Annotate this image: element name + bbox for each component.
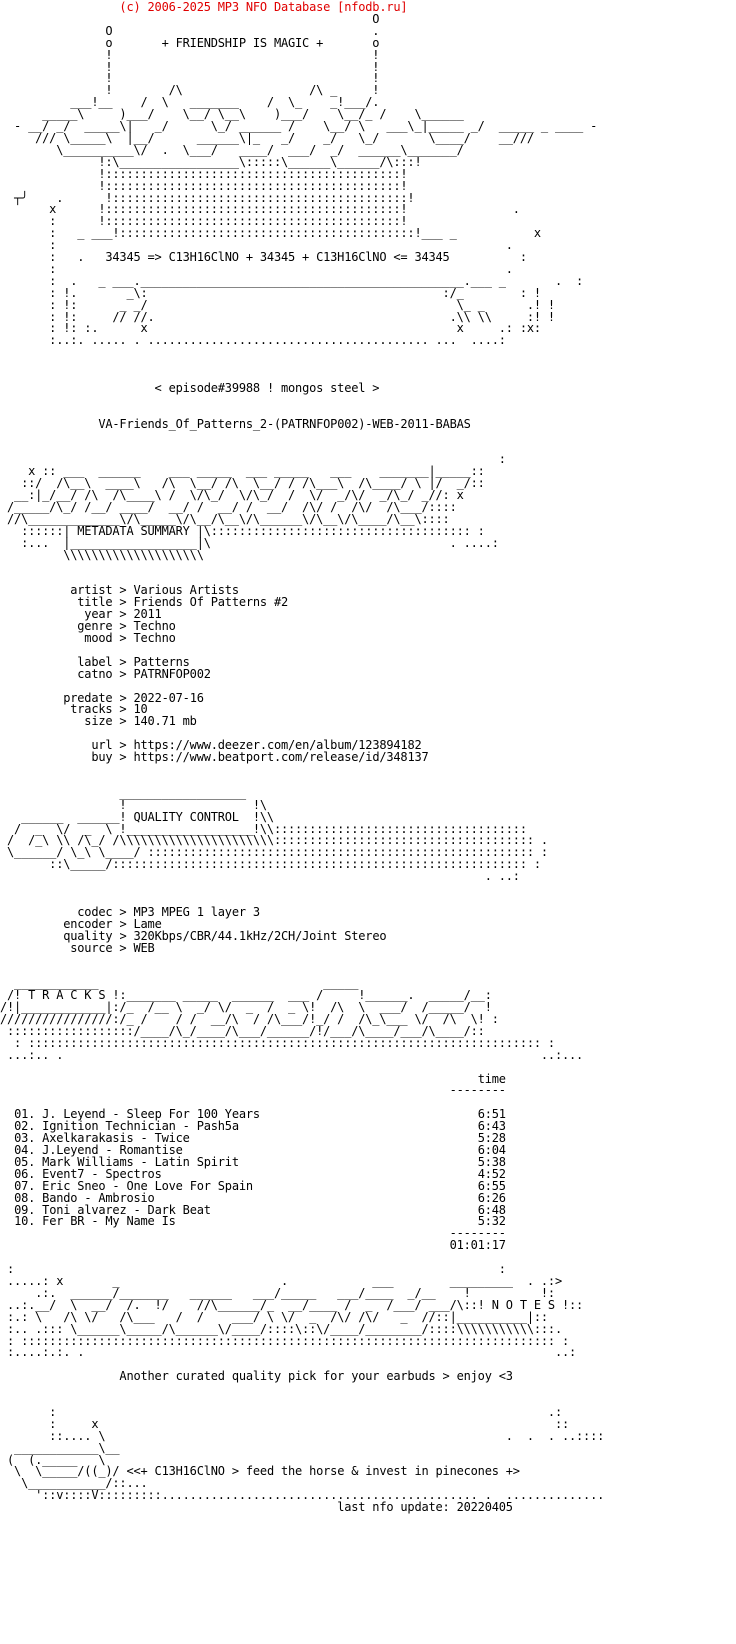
track-time: 6:55 [477, 1178, 506, 1193]
metadata-value: Techno [133, 619, 176, 634]
quality-key: codec [77, 904, 113, 919]
track-time: 6:51 [477, 1107, 506, 1122]
metadata-summary-banner: : x :: ___ ______ ___ _____ ___ _____ ___ _______|_____:: ::/ /\__\ ____\ /\ \__/ /\ \__/ / /\___\ /\____/ \ |/ _/:: __:|_/__/ /\ /\____\ / \/\_/ \/\_/ / \/ _/\/ _/\_/ _//: x /_____/\_/ /__/ ____/ __/ / __/ / __/ /\/ / /\/ /\___/:::: //\_____________\/\_____\/\__/\__\/\______\/\__\/\____/\__\:::: ::::::| METADATA SUMMARY |\::::::::::::::::::::::::::::::::::::: : :... |__________________|\ . ....: \\\\\\\\\\\\\\\\\\\\ [7, 452, 506, 562]
tracklist-time-header: time [477, 1071, 506, 1086]
metadata-key: year [84, 607, 113, 622]
metadata-row-mood: mood > Techno [84, 631, 176, 646]
metadata-key: label [77, 654, 113, 669]
metadata-value: Techno [133, 631, 176, 646]
footer-promo: <<+ C13H16ClNO > feed the horse & invest in pinecones +> [126, 1464, 520, 1479]
track-time: 5:28 [477, 1131, 506, 1146]
quality-key: encoder [63, 916, 113, 931]
track-time: 6:43 [477, 1119, 506, 1134]
metadata-key: genre [77, 619, 113, 634]
track-title: Axelkarakasis - Twice [42, 1131, 190, 1146]
metadata-value: Various Artists [133, 583, 239, 598]
metadata-key: tracks [70, 702, 113, 717]
metadata-value: https://www.beatport.com/release/id/348137 [133, 750, 429, 765]
track-title: Toni alvarez - Dark Beat [42, 1202, 211, 1217]
track-title: J.Leyend - Romantise [42, 1143, 183, 1157]
metadata-value: 2022-07-16 [133, 690, 204, 705]
metadata-value: Friends Of Patterns #2 [133, 595, 289, 610]
track-title: Fer BR - My Name Is [42, 1214, 176, 1229]
quality-value: MP3 MPEG 1 layer 3 [133, 904, 260, 919]
metadata-key: predate [63, 690, 113, 705]
track-time: 6:26 [477, 1190, 506, 1205]
nfo-database-header: (c) 2006-2025 MP3 NFO Database [nfodb.ru] [119, 0, 408, 14]
track-number: 07. [14, 1178, 36, 1193]
metadata-key: artist [70, 583, 113, 598]
track-title: J. Leyend - Sleep For 100 Years [42, 1107, 260, 1122]
track-title: Ignition Technician - Pash5a [42, 1119, 239, 1134]
last-update: last nfo update: 20220405 [337, 1500, 513, 1515]
track-number: 01. [14, 1107, 36, 1122]
quality-value: WEB [133, 940, 155, 955]
track-number: 10. [14, 1214, 36, 1229]
metadata-value: Patterns [133, 654, 190, 669]
quality-control-banner: __________________ ! !\ ______ ______! QUALITY CONTROL !\\ / _ \/ _ \ !__________________!\\:::::::::::::::::::::::::::::::::::: / /_\ \\ /\_/ /\\\\\\\\\\\\\\\\\\\\\\::::::::::::::::::::::::::::::::::::: . \______/ \_\ \____/ ::::::::::::::::::::::::::::::::::::::::::::::::::::::: : ::\_____/::::::::::::::::::::::::::::::::::::::::::::::::::::::::::: : . ..: [7, 785, 548, 884]
release-name: VA-Friends_Of_Patterns_2-(PATRNFOP002)-WEB-2011-BABAS [98, 416, 471, 431]
notes-banner: : : .....: x _ . ___ _________ . .:> .:. ______/_______ ______ ___/_____ ___/____ _/__ ! !: ..:.__/ \ __/ /. !/ //\______/_ __/____ / _ /___/ ___/\::! N O T E S !:: :.: \ /\ \/ /\___ / / ___/ \ \/ _ /\/ /\/ _ //::|__________|:: :.. .::: \______\_____/\______\/____/::::\::\/____/________/::::\\\\\\\\\\\:::. : :::::::::::::::::::::::::::::::::::::::::::::::::::::::::::::::::::::::::::: : :....:.:. . ..: [7, 1262, 584, 1360]
metadata-value: PATRNFOP002 [133, 666, 211, 681]
quality-value: 320Kbps/CBR/44.1kHz/2CH/Joint Stereo [133, 928, 387, 943]
metadata-key: size [84, 714, 113, 729]
track-number: 09. [14, 1202, 36, 1217]
metadata-key: url [91, 738, 113, 753]
nfo-text-block: (c) 2006-2025 MP3 NFO Database [nfodb.ru] O O . o + FRIENDSHIP IS MAGIC + o ! ! ! ! ! ! ! /\ /\ _ ! ___!__ / \ _______ / \_ _!___/. _____\ )___/ \__/ \__\ )___/ \__/_ / \______ - __/ _/ _____\| _/ \_/ ______ / \__/ \ ___\_|_____ _/ _____ _ ____ - /// \_____\ |__/ ______\|_ _/ _/ \_/ \____/ __/// \__________\/ . \___/ ____/ ___/ _/ ______\_______/ !:\_________________\:::::\______\______/\:::! !::::::::::::::::::::::::::::::::::::::::::! !::::::::::::::::::::::::::::::::::::::::::! ┬╯ . !::::::::::::::::::::::::::::::::::::::::::! x !::::::::::::::::::::::::::::::::::::::::::! . : !::::::::::::::::::::::::::::::::::::::::::! : _ ___!::::::::::::::::::::::::::::::::::::::::::!___ _ x : . : . 34345 => C13H16ClNO + 34345 + C13H16ClNO <= 34345 : : . : . _ ___.______________________________________________.___ _ . : : !. _\: :/_ : ! : !: _ _/ \_ _ .! ! : !: // //. .\\ \\ :! ! : !: :. x x .: :x: :..:. ..... . ........................................ ... ....: < episode#39988 ! mongos steel > VA-Friends_Of_Patterns_2-(PATRNFOP002)-WEB-2011-BABAS : x :: ___ ______ ___ _____ ___ _____ ___ _______|_____:: ::/ /\__\ ____\ /\ \__/ /\ \__/ / /\___\ /\____/ \ |/ _/:: __:|_/__/ /\ /\____\ / \/\_/ \/\_/ / \/ _/\/ _/\_/ _//: x /_____/\_/ /__/ ____/ __/ / __/ / __/ /\/ / /\/ /\___/:::: //\_____________\/\_____\/\__/\__\/\______\/\__\/\____/\__\:::: ::::::| METADATA SUMMARY |\::::::::::::::::::::::::::::::::::::: : :... |__________________|\ . ....: \\\\\\\\\\\\\\\\\\\\ artist > Various Artists title > Friends Of Patterns #2 year > 2011 genre > Techno mood > Techno label > Patterns catno > PATRNFOP002 predate > 2022-07-16 tracks > 10 size > 140.71 mb url > https://www.deezer.com/en/album/123894182 buy > https://www.beatport.com/release/id/348137 __________________ ! !\ ______ ______! QUALITY CONTROL !\\ / _ \/ _ \ !__________________!\\:::::::::::::::::::::::::::::::::::: / /_\ \\ /\_/ /\\\\\\\\\\\\\\\\\\\\\\::::::::::::::::::::::::::::::::::::: . \______/ \_\ \____/ ::::::::::::::::::::::::::::::::::::::::::::::::::::::: : ::\_____/::::::::::::::::::::::::::::::::::::::::::::::::::::::::::: : . ..: codec > MP3 MPEG 1 layer 3 encoder > Lame quality > 320Kbps/CBR/44.1kHz/2CH/Joint Stereo source > WEB ____________ _____ /! T R A C K S !:_______ _____ ______ ___ / !______. _____/__: /!|____________|:/_ /__ \ _/ \/ _ / _ \! /\ \ ___/ /_____/ ! ////////////////:/_ / / / __/\ / /\___/!_/ / /\_\___ \/ /\ \! : ::::::::::::::::::/____/\_/____/\___/______/!/___/\____/___/\____/:: : ::::::::::::::::::::::::::::::::::::::::::::::::::::::::::::::::::::::::: : ...:.. . ..:... time -------- 01. J. Leyend - Sleep For 100 Years 6:51 02. Ignition Technician - Pash5a 6:43 03. Axelkarakasis - Twice 5:28 04. J.Leyend - Romantise 6:04 05. Mark Williams - Latin Spirit 5:38 06. Event7 - Spectros 4:52 07. Eric Sneo - One Love For Spain 6:55 08. Bando - Ambrosio 6:26 09. Toni alvarez - Dark Beat 6:48 10. Fer BR - My Name Is 5:32 -------- 01:01:17 : : .....: x _ . ___ _________ . .:> .:. ______/_______ ______ ___/_____ ___/____ _/__ ! !: ..:.__/ \ __/ /. !/ //\______/_ __/____ / _ /___/ ___/\::! N O T E S !:: :.: \ /\ \/ /\___ / / ___/ \ \/ _ /\/ /\/ _ //::|__________|:: :.. .::: \______\_____/\______\/____/::::\::\/____/________/::::\\\\\\\\\\\:::. : :::::::::::::::::::::::::::::::::::::::::::::::::::::::::::::::::::::::::::: : :....:.:. . ..: Another curated quality pick for your earbuds > enjoy <3 : .: : x :: ::.... \ . . . ..:::: ____________\__ ( (._____ \ \ \_____/((_)/ <<+ C13H16ClNO > feed the horse & invest in pinecones +> \___________/::... '::v::::V:::::::::............................................. . .............. last nfo update: 20220405 [0, 0, 605, 1515]
metadata-value: 140.71 mb [133, 714, 197, 729]
metadata-key: mood [84, 631, 113, 646]
quality-row-codec: codec > MP3 MPEG 1 layer 3 [77, 904, 260, 919]
track-title: Event7 - Spectros [42, 1166, 162, 1181]
track-time: 5:38 [477, 1154, 506, 1169]
track-number: 08. [14, 1190, 36, 1205]
metadata-key: buy [91, 750, 113, 765]
metadata-row-artist: artist > Various Artists [70, 583, 239, 598]
episode-line: < episode#39988 ! mongos steel > [154, 381, 380, 395]
metadata-row-buy: buy > https://www.beatport.com/release/id/348137 [91, 750, 429, 765]
metadata-row-size: size > 140.71 mb [84, 714, 197, 729]
track-time: 6:04 [477, 1143, 506, 1157]
tracklist-total-time: 01:01:17 [449, 1238, 506, 1253]
quality-row-quality: quality > 320Kbps/CBR/44.1kHz/2CH/Joint Stereo [63, 928, 387, 943]
track-number: 03. [14, 1131, 36, 1146]
quality-value: Lame [133, 916, 162, 931]
track-number: 05. [14, 1154, 36, 1169]
track-title: Bando - Ambrosio [42, 1190, 155, 1205]
metadata-row-title: title > Friends Of Patterns #2 [77, 595, 289, 610]
track-title: Eric Sneo - One Love For Spain [42, 1178, 253, 1193]
metadata-row-url: url > https://www.deezer.com/en/album/123894182 [91, 738, 422, 753]
metadata-row-genre: genre > Techno [77, 619, 176, 634]
quality-key: quality [63, 928, 113, 943]
notes-text: Another curated quality pick for your earbuds > enjoy <3 [119, 1369, 513, 1384]
quality-row-encoder: encoder > Lame [63, 916, 162, 931]
track-number: 06. [14, 1166, 36, 1181]
tracks-banner: ____________ _____ /! T R A C K S !:_______ _____ ______ ___ / !______. _____/__: /!|____________|:/_ /__ \ _/ \/ _ / _ \! /\ \ ___/ /_____/ ! ////////////////:/_ / / / __/\ / /\___/!_/ / /\_\___ \/ /\ \! : ::::::::::::::::::/____/\_/____/\___/______/!/___/\____/___/\____/:: : ::::::::::::::::::::::::::::::::::::::::::::::::::::::::::::::::::::::::: : ...:.. . ..:... [0, 976, 584, 1062]
metadata-key: title [77, 595, 113, 610]
footer-banner: : .: : x :: ::.... \ . . . ..:::: ____________\__ ( (._____ \ \ \_____/((_)/ [7, 1404, 605, 1479]
metadata-row-tracks: tracks > 10 [70, 702, 148, 717]
quality-row-source: source > WEB [70, 940, 155, 955]
metadata-key: catno [77, 666, 113, 681]
metadata-row-catno: catno > PATRNFOP002 [77, 666, 211, 681]
track-time: 4:52 [477, 1166, 506, 1181]
quality-key: source [70, 940, 113, 955]
metadata-value: 2011 [133, 607, 162, 622]
intro-ascii-art: O O . o + FRIENDSHIP IS MAGIC + o ! ! ! ! ! ! ! /\ /\ _ ! ___!__ / \ _______ / \_ _!___/. _____\ )___/ \__/ \__\ )___/ \__/_ / \______ - __/ _/ _____\| _/ \_/ ______ / \__/ \ ___\_|_____ _/ _____ _ ____ - /// \_____\ |__/ ______\|_ _/ _/ \_/ \____/ __/// \__________\/ . \___/ ____/ ___/ _/ ______\_______/ !:\_________________\:::::\______\______/\:::! !::::::::::::::::::::::::::::::::::::::::::! !::::::::::::::::::::::::::::::::::::::::::! ┬╯ . !::::::::::::::::::::::::::::::::::::::::::! x !::::::::::::::::::::::::::::::::::::::::::! . : !::::::::::::::::::::::::::::::::::::::::::! : _ ___!::::::::::::::::::::::::::::::::::::::::::!___ _ x : . : . 34345 => C13H16ClNO + 34345 + C13H16ClNO <= 34345 : : . : . _ ___.______________________________________________.___ _ . : : !. _\: :/_ : ! : !: _ _/ \_ _ .! ! : !: // //. .\\ \\ :! ! : !: :. x x .: :x: :..:. ..... . ........................................ ... ....: [14, 11, 598, 348]
metadata-row-label: label > Patterns [77, 654, 190, 669]
footer-tail: \___________/::... '::v::::V:::::::::............................................. . .............. [21, 1476, 605, 1503]
track-title: Mark Williams - Latin Spirit [42, 1154, 239, 1169]
track-row [0, 1214, 506, 1228]
metadata-value: https://www.deezer.com/en/album/123894182 [133, 738, 422, 753]
track-number: 04. [14, 1143, 36, 1157]
track-number: 02. [14, 1119, 36, 1134]
metadata-row-year: year > 2011 [84, 607, 162, 622]
metadata-value: 10 [133, 702, 148, 717]
metadata-row-predate: predate > 2022-07-16 [63, 690, 204, 705]
track-time: 5:32 [477, 1214, 506, 1229]
track-time: 6:48 [477, 1202, 506, 1217]
